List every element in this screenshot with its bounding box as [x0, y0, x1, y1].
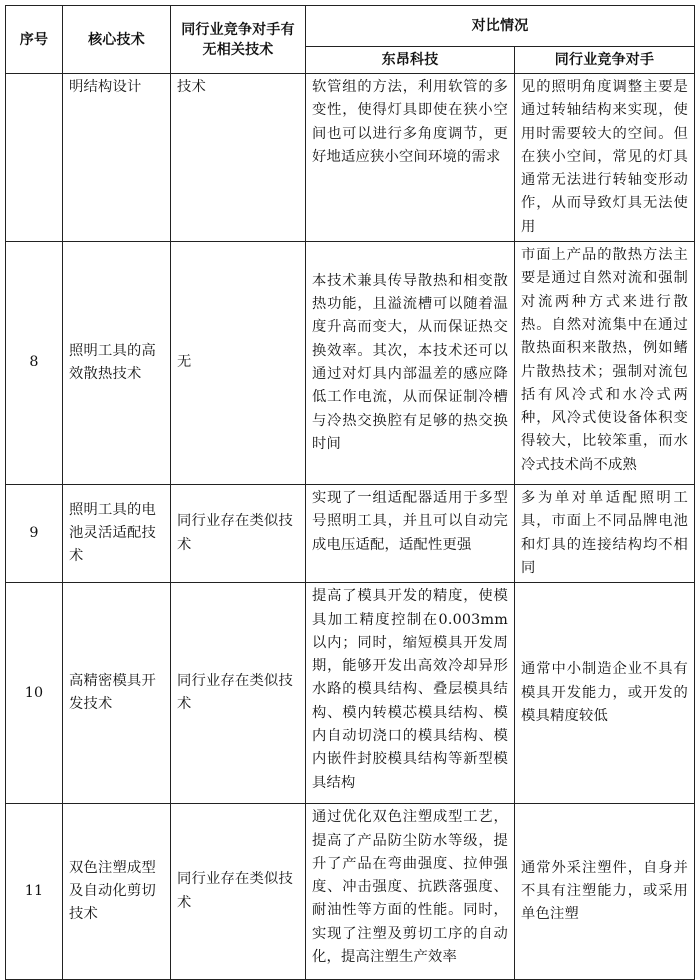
row-company-desc: 实现了一组适配器适用于多型号照明工具，并且可以自动完成电压适配，适配性更强: [306, 485, 515, 583]
row-core-tech: 高精密模具开发技术: [63, 583, 171, 804]
header-no: 序号: [6, 6, 63, 74]
table-row: [6, 583, 695, 804]
row-competitor-has: 同行业存在类似技术: [171, 804, 306, 980]
header-core-tech: 核心技术: [63, 6, 171, 74]
row-competitor-has: 同行业存在类似技术: [171, 583, 306, 804]
row-competitor-has: 同行业存在类似技术: [171, 485, 306, 583]
row-competitor-desc: 通常外采注塑件，自身并不具有注塑能力，或采用单色注塑: [515, 804, 695, 980]
row-competitor-desc: 通常中小制造企业不具有模具开发能力，或开发的模具精度较低: [515, 583, 695, 804]
table-row: [6, 485, 695, 583]
row-core-tech: 照明工具的高效散热技术: [63, 242, 171, 485]
row-core-tech: 明结构设计: [63, 74, 171, 242]
row-company-desc: 提高了模具开发的精度，使模具加工精度控制在0.003mm 以内；同时，缩短模具开发周期，能够开发出高效冷却异形水路的模具结构、叠层模具结构、模内转模芯模具结构、模内自动切浇口的模具结构、模内嵌件封胶模具结构等新型模具结构: [306, 583, 515, 804]
header-competitor: 同行业竞争对手: [515, 47, 695, 74]
row-number: [6, 74, 63, 242]
row-company-desc: 软管组的方法，利用软管的多变性，使得灯具即使在狭小空间也可以进行多角度调节，更好地适应狭小空间环境的需求: [306, 74, 515, 242]
row-company-desc: 通过优化双色注塑成型工艺，提高了产品防尘防水等级，提升了产品在弯曲强度、拉伸强度、冲击强度、抗跌落强度、耐油性等方面的性能。同时，实现了注塑及剪切工序的自动化，提高注塑生产效率: [306, 804, 515, 980]
row-competitor-desc: 见的照明角度调整主要是通过转轴结构来实现，使用时需要较大的空间。但在狭小空间，常见的灯具通常无法进行转轴变形动作，从而导致灯具无法使用: [515, 74, 695, 242]
row-core-tech: 双色注塑成型及自动化剪切技术: [63, 804, 171, 980]
row-number: 8: [6, 242, 63, 485]
row-number: 11: [6, 804, 63, 980]
row-company-desc: 本技术兼具传导散热和相变散热功能，且溢流槽可以随着温度升高而变大，从而保证热交换效率。其次，本技术还可以通过对灯具内部温差的感应降低工作电流，从而保证制冷槽与冷热交换腔有足够的热交换时间: [306, 242, 515, 485]
row-competitor-desc: 市面上产品的散热方法主要是通过自然对流和强制对流两种方式来进行散热。自然对流集中在通过散热面积来散热，例如鳍片散热技术；强制对流包括有风冷式和水冷式两种，风冷式使设备体积变得较大，比较笨重，而水冷式技术尚不成熟: [515, 242, 695, 485]
row-competitor-desc: 多为单对单适配照明工具，市面上不同品牌电池和灯具的连接结构均不相同: [515, 485, 695, 583]
table-row: [6, 74, 695, 242]
row-competitor-has: 技术: [171, 74, 306, 242]
row-number: 10: [6, 583, 63, 804]
row-number: 9: [6, 485, 63, 583]
header-company: 东昂科技: [306, 47, 515, 74]
row-core-tech: 照明工具的电池灵活适配技术: [63, 485, 171, 583]
comparison-table: [5, 5, 695, 980]
table-row: [6, 242, 695, 485]
header-compare: 对比情况: [306, 6, 695, 47]
header-row: [6, 6, 695, 47]
table-row: [6, 804, 695, 980]
row-competitor-has: 无: [171, 242, 306, 485]
header-competitor-has: 同行业竞争对手有无相关技术: [171, 6, 306, 74]
